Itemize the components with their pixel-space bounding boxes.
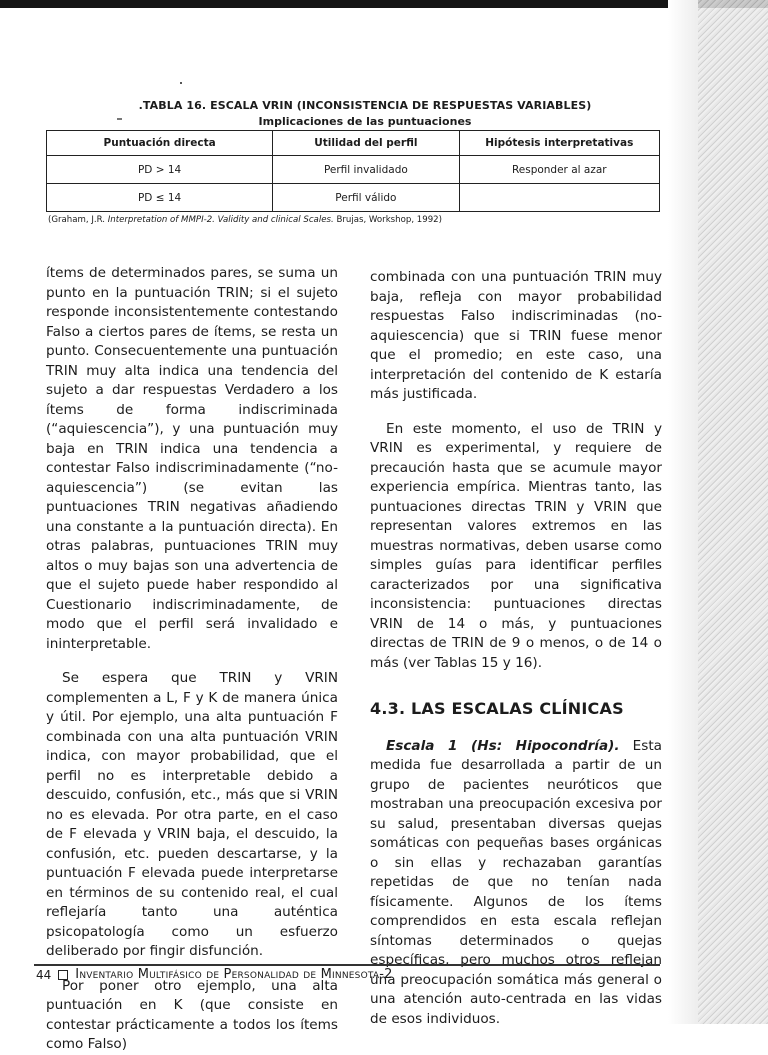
page-top-edge: [0, 0, 768, 8]
running-title: Inventario Multifásico de Personalidad de Minnesota-2: [75, 967, 393, 982]
right-column: [370, 268, 662, 1029]
page-binding-edge: [698, 0, 768, 1024]
header-utilidad-perfil: Utilidad del perfil: [273, 131, 459, 156]
table-header-row: [47, 131, 660, 156]
body-paragraph: Se espera que TRIN y VRIN complementen a L, F y K de manera única y útil. Por ejemplo, una alta puntuación F combinada con una alta puntuación VRIN indica, con mayor probabilidad, que el perfil no es interpretable debido a descuido, confusión, etc., más que si VRIN no es elevada. Por otra parte, en el caso de F elevada y VRIN baja, el descuido, la confusión, etc. pueden descartarse, y la puntuación F elevada puede interpretarse en términos de su contenido real, el cual reflejaría tanto una auténtica psicopatología como un esfuerzo deliberado por fingir disfunción.: [46, 670, 338, 959]
page-binding-shadow: [668, 0, 698, 1024]
scan-speck: [180, 82, 182, 84]
table-title: .TABLA 16. ESCALA VRIN (INCONSISTENCIA DE RESPUESTAS VARIABLES): [138, 99, 592, 112]
header-puntuacion-directa: Puntuación directa: [47, 131, 273, 156]
square-bullet-icon: [58, 970, 68, 980]
table-cell: Responder al azar: [459, 156, 659, 184]
table-cell: PD ≤ 14: [47, 184, 273, 212]
body-paragraph: combinada con una puntuación TRIN muy baja, refleja con mayor probabilidad respuestas Falso indiscriminadas (no-aquiescencia) que si TRIN fuese menor que el promedio; en este caso, una interpretación del contenido de K estaría más justificada.: [370, 269, 662, 402]
page-number: 44: [36, 967, 52, 982]
paragraph-text: Esta medida fue desarrollada a partir de un grupo de pacientes neuróticos que mostraban una preocupación excesiva por su salud, presentaban diversas quejas somáticas con pequeñas bases orgánicas o sin ellas y rechazaban garantías repetidas de que no tenían nada físicamente. Algunos de los ítems comprendidos en esta escala reflejan síntomas determinados o quejas específicas, pero muchos otros reflejan una preocupación somática más general o una atención auto-centrada en las vidas de esos individuos.: [370, 737, 662, 1027]
table-subtitle: Implicaciones de las puntuaciones: [258, 115, 472, 128]
body-paragraph: Por poner otro ejemplo, una alta puntuación en K (que consiste en contestar prácticamente a todos los ítems como Falso): [46, 977, 338, 1052]
body-paragraph: En este momento, el uso de TRIN y VRIN es experimental, y requiere de precaución hasta que se acumule mayor experiencia empírica. Mientras tanto, las puntuaciones directas TRIN y VRIN que representan valores extremos en las muestras normativas, deben usarse como simples guías para identificar perfiles caracterizados por una significativa inconsistencia: puntuaciones directas VRIN de 14 o más, y puntuaciones directas de TRIN de 9 o menos, o de 14 o más (ver Tablas 15 y 16).: [370, 420, 662, 671]
scale-lead: Escala 1 (Hs: Hipocondría).: [386, 737, 620, 754]
left-column: [46, 264, 338, 1055]
source-prefix: (Graham, J.R.: [48, 215, 108, 225]
page-footer: [36, 967, 393, 982]
table-cell: PD > 14: [47, 156, 273, 184]
body-paragraph: ítems de determinados pares, se suma un punto en la puntuación TRIN; si el sujeto responde inconsistentemente contestando Falso a ciertos pares de ítems, se resta un punto. Consecuentemente una puntuación TRIN muy alta indica una tendencia del sujeto a dar respuestas Verdadero a los ítems de forma indiscriminada (“aquiescencia”), y una puntuación muy baja en TRIN indica una tendencia a contestar Falso indiscriminadamente (“no-aquiescencia”) (se evitan las puntuaciones TRIN negativas añadiendo una constante a la puntuación directa). En otras palabras, puntuaciones TRIN muy altos o muy bajas son una advertencia de que el sujeto puede haber respondido al Cuestionario indiscriminadamente, de modo que el perfil será invalidado e ininterpretable.: [46, 265, 338, 652]
table-row: [47, 184, 660, 212]
table-row: [47, 156, 660, 184]
table-cell: Perfil invalidado: [273, 156, 459, 184]
section-heading: 4.3. LAS ESCALAS CLÍNICAS: [370, 699, 624, 718]
table-cell: [459, 184, 659, 212]
source-suffix: Brujas, Workshop, 1992): [333, 215, 443, 225]
header-hipotesis: Hipótesis interpretativas: [459, 131, 659, 156]
table-source: [48, 215, 668, 225]
vrin-table: [46, 130, 660, 212]
body-paragraph: [370, 737, 662, 1030]
footer-rule: [34, 964, 660, 966]
source-title: Interpretation of MMPI-2. Validity and clinical Scales.: [107, 215, 334, 225]
table-cell: Perfil válido: [273, 184, 459, 212]
